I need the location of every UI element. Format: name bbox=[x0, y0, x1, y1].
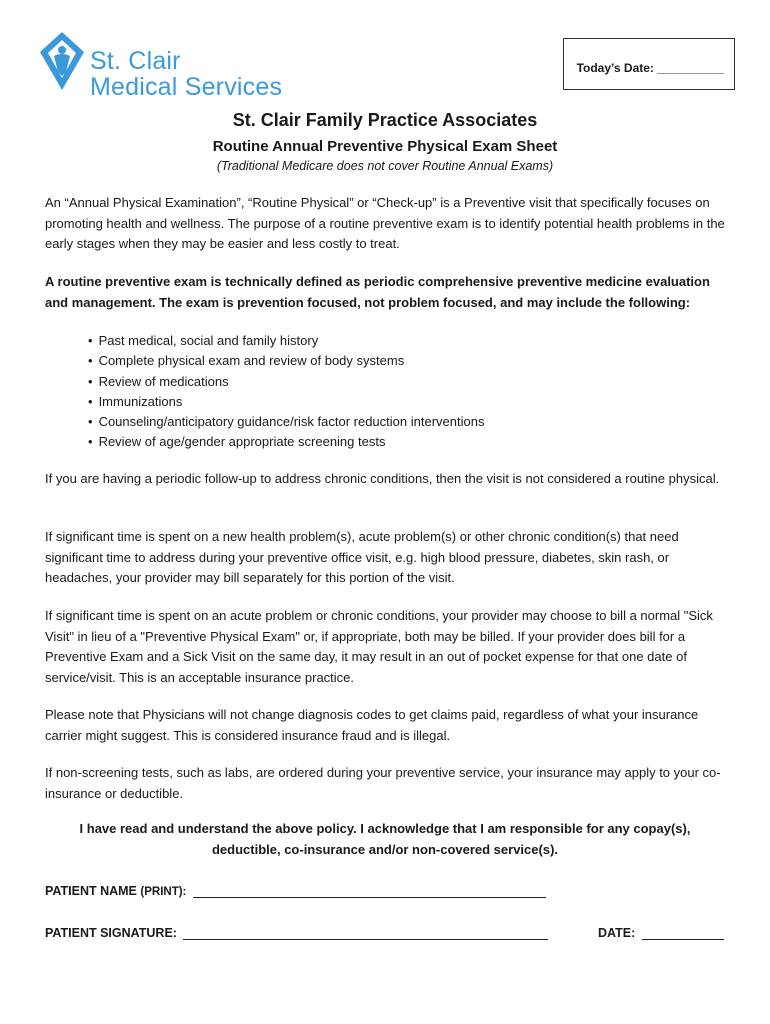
list-item: • Past medical, social and family history bbox=[88, 331, 484, 351]
acknowledgement-statement: I have read and understand the above policy. I acknowledge that I am responsible for any copay(s), deductible, co-insurance and/or non-covered service(s). bbox=[79, 821, 691, 857]
logo-text-line2: Medical Services bbox=[90, 73, 283, 101]
exam-components-list bbox=[88, 331, 484, 453]
patient-name-field[interactable] bbox=[193, 885, 546, 898]
non-screening-paragraph: If non-screening tests, such as labs, are ordered during your preventive service, your insurance may apply to your co-insurance or deductible. bbox=[45, 765, 721, 801]
sheet-title: Routine Annual Preventive Physical Exam Sheet bbox=[212, 138, 558, 155]
list-item: • Counseling/anticipatory guidance/risk factor reduction interventions bbox=[88, 412, 484, 432]
list-item: • Review of medications bbox=[88, 372, 484, 392]
date-field[interactable] bbox=[642, 927, 724, 940]
followup-paragraph: If you are having a periodic follow-up to address chronic conditions, then the visit is not considered a routine physical. bbox=[45, 471, 720, 486]
list-item: • Review of age/gender appropriate screening tests bbox=[88, 432, 484, 452]
print-label: (PRINT): bbox=[140, 886, 187, 898]
st-clair-logo bbox=[36, 30, 316, 100]
patient-signature-field[interactable] bbox=[183, 927, 548, 940]
patient-name-row bbox=[45, 884, 546, 898]
sick-visit-paragraph: If significant time is spent on an acute problem or chronic conditions, your provider may choose to bill a normal "Sick Visit" in lieu of a "Preventive Physical Exam" or, if appropriate, both may be billed. If your provider does bill for a Preventive Exam and a Sick Visit on the same day, it may result in an out of pocket expense for that one date of service/visit. This is an acceptable insurance practice. bbox=[45, 608, 713, 685]
list-item: • Complete physical exam and review of body systems bbox=[88, 351, 484, 371]
date-row bbox=[598, 926, 724, 940]
diagnosis-codes-paragraph: Please note that Physicians will not change diagnosis codes to get claims paid, regardless of what your insurance carrier might suggest. This is considered insurance fraud and is illegal. bbox=[45, 707, 699, 743]
medicare-note: (Traditional Medicare does not cover Routine Annual Exams) bbox=[216, 159, 554, 173]
practice-name: St. Clair Family Practice Associates bbox=[232, 110, 538, 130]
definition-paragraph: A routine preventive exam is technically defined as periodic comprehensive preventive medicine evaluation and management. The exam is prevention focused, not problem focused, and may include the following: bbox=[45, 274, 710, 310]
logo-text-line1: St. Clair bbox=[90, 47, 181, 75]
patient-signature-row bbox=[45, 926, 548, 940]
significant-time-paragraph: If significant time is spent on a new health problem(s), acute problem(s) or other chronic condition(s) that need significant time to address during your preventive office visit, e.g. high blood pressure, diabetes, skin rash, or headaches, your provider may bill separately for this portion of the visit. bbox=[45, 529, 679, 585]
todays-date-label: Today’s Date: __________ bbox=[576, 61, 724, 75]
intro-paragraph: An “Annual Physical Examination”, “Routine Physical” or “Check-up” is a Preventive visit that specifically focuses on promoting health and wellness. The purpose of a routine preventive exam is to identify potential health problems in the early stages when they may be easier and less costly to treat. bbox=[45, 195, 725, 251]
patient-signature-label: PATIENT SIGNATURE: bbox=[45, 926, 177, 940]
list-item: • Immunizations bbox=[88, 392, 484, 412]
logo-emblem-icon bbox=[36, 30, 88, 92]
todays-date-box[interactable] bbox=[563, 38, 735, 90]
date-label: DATE: bbox=[598, 926, 636, 940]
patient-name-label: PATIENT NAME bbox=[45, 884, 137, 898]
